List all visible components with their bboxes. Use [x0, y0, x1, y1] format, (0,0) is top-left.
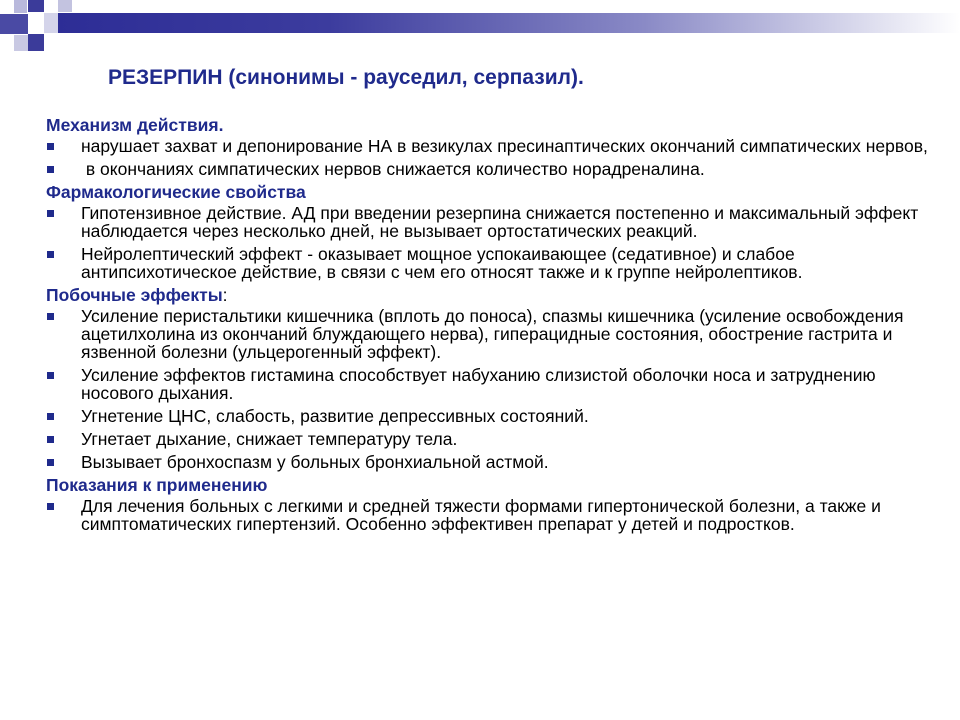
square-bullet-icon [47, 313, 54, 320]
list-item: Угнетает дыхание, снижает температуру тела. [46, 430, 936, 448]
list-item: нарушает захват и депонирование НА в везикулах пресинаптических окончаний симпатических нервов, [46, 137, 936, 155]
section-heading-mechanism: Механизм действия. [46, 115, 224, 135]
list-item: Вызывает бронхоспазм у больных бронхиальной астмой. [46, 453, 936, 471]
list-item: в окончаниях симпатических нервов снижается количество норадреналина. [46, 160, 936, 178]
decor-square [58, 0, 72, 12]
decor-square [28, 34, 44, 51]
square-bullet-icon [47, 436, 54, 443]
square-bullet-icon [47, 503, 54, 510]
section-heading-indications: Показания к применению [46, 475, 268, 495]
list-item: Нейролептический эффект - оказывает мощное успокаивающее (седативное) и слабое антипсихотическое действие, в связи с чем его относят также и к группе нейролептиков. [46, 245, 936, 281]
list-item: Для лечения больных с легкими и средней тяжести формами гипертонической болезни, а также и симптоматических гипертензий. Особенно эффективен препарат у детей и подростков. [46, 497, 936, 533]
decor-square [0, 14, 28, 34]
square-bullet-icon [47, 251, 54, 258]
square-bullet-icon [47, 166, 54, 173]
header-gradient-bar [58, 13, 960, 33]
slide-content [46, 116, 936, 538]
list-item: Гипотензивное действие. АД при введении резерпина снижается постепенно и максимальный эффект наблюдается через несколько дней, не вызывает ортостатических реакций. [46, 204, 936, 240]
decor-square [14, 35, 28, 51]
list-item: Угнетение ЦНС, слабость, развитие депрессивных состояний. [46, 407, 936, 425]
slide-title: РЕЗЕРПИН (синонимы - рауседил, серпазил). [108, 66, 584, 89]
section-heading-side-effects: Побочные эффекты: [46, 285, 228, 305]
square-bullet-icon [47, 459, 54, 466]
square-bullet-icon [47, 143, 54, 150]
section-heading-pharmacology: Фармакологические свойства [46, 182, 306, 202]
square-bullet-icon [47, 210, 54, 217]
square-bullet-icon [47, 372, 54, 379]
list-item: Усиление эффектов гистамина способствует набуханию слизистой оболочки носа и затруднению носового дыхания. [46, 366, 936, 402]
decor-square [28, 0, 44, 12]
decor-square [14, 0, 27, 13]
decor-square [44, 13, 58, 33]
square-bullet-icon [47, 413, 54, 420]
list-item: Усиление перистальтики кишечника (вплоть до поноса), спазмы кишечника (усиление освобождения ацетилхолина из окончаний блуждающего нерва), гиперацидные состояния, обострение гастрита и язвенной болезни (ульцерогенный эффект). [46, 307, 936, 361]
